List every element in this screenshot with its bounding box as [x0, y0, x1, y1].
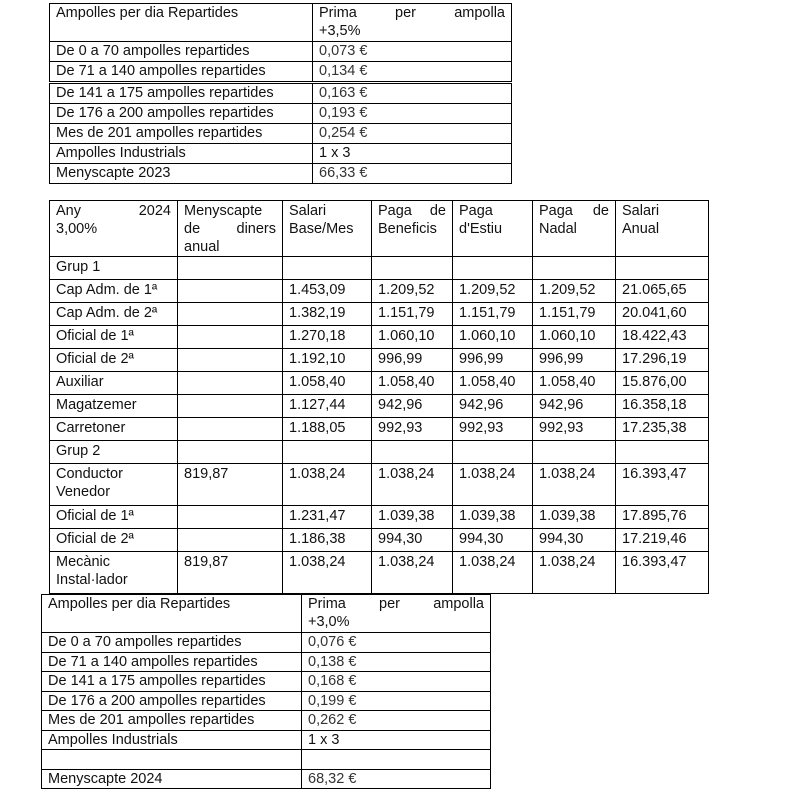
- menyscapte-cell: [178, 326, 283, 349]
- group-row: [50, 257, 709, 280]
- table-header-row: [50, 4, 512, 42]
- row-label: [42, 750, 302, 770]
- table-row: [42, 633, 491, 653]
- row-label: De 176 a 200 ampolles repartides: [50, 104, 313, 124]
- anual-cell: 16.393,47: [616, 464, 709, 506]
- nadal-cell: 996,99: [533, 349, 616, 372]
- row-value: 66,33 €: [313, 164, 512, 184]
- row-label: De 0 a 70 ampolles repartides: [50, 42, 313, 62]
- row-value: 0,254 €: [313, 124, 512, 144]
- empty-cell: [616, 441, 709, 464]
- anual-cell: 17.895,76: [616, 506, 709, 529]
- salari-base-cell: 1.192,10: [283, 349, 372, 372]
- salari-base-cell: 1.058,40: [283, 372, 372, 395]
- nadal-cell: 1.038,24: [533, 552, 616, 594]
- menyscapte-cell: [178, 280, 283, 303]
- salari-base-cell: 1.127,44: [283, 395, 372, 418]
- table-row: [50, 144, 512, 164]
- row-value: 1 x 3: [302, 730, 491, 750]
- table-row: [50, 395, 709, 418]
- menyscapte-cell: [178, 529, 283, 552]
- beneficis-cell: 1.039,38: [372, 506, 453, 529]
- row-value: 0,163 €: [313, 83, 512, 104]
- estiu-cell: 992,93: [453, 418, 533, 441]
- menyscapte-cell: [178, 506, 283, 529]
- anual-cell: 15.876,00: [616, 372, 709, 395]
- empty-cell: [453, 257, 533, 280]
- nadal-cell: 942,96: [533, 395, 616, 418]
- category-cell: [50, 464, 178, 506]
- estiu-cell: 994,30: [453, 529, 533, 552]
- header-menyscapte-line3: anual: [184, 239, 220, 255]
- menyscapte-cell: [178, 372, 283, 395]
- beneficis-cell: 1.151,79: [372, 303, 453, 326]
- header-salari-base: [283, 201, 372, 257]
- header-any-line1: Any 2024: [56, 203, 171, 219]
- anual-cell: 17.235,38: [616, 418, 709, 441]
- header-menyscapte-line1: Menyscapte: [184, 203, 263, 219]
- category-cell: Auxiliar: [50, 372, 178, 395]
- header-anual-line1: Salari: [622, 203, 660, 219]
- row-value: 0,168 €: [302, 672, 491, 692]
- category-cell: Oficial de 1ª: [50, 506, 178, 529]
- header-prima-line1: Prima per ampolla: [319, 5, 505, 21]
- table-row: [50, 104, 512, 124]
- row-value: 1 x 3: [313, 144, 512, 164]
- table-row: [50, 418, 709, 441]
- category-line: Mecànic: [56, 554, 110, 570]
- row-label: De 176 a 200 ampolles repartides: [42, 691, 302, 711]
- row-value: 0,193 €: [313, 104, 512, 124]
- header-beneficis-line1: Paga de: [378, 203, 446, 219]
- header-prima-line2: +3,5%: [319, 23, 361, 39]
- estiu-cell: 1.038,24: [453, 464, 533, 506]
- table-row: [42, 691, 491, 711]
- nadal-cell: 1.058,40: [533, 372, 616, 395]
- row-value: 0,073 €: [313, 42, 512, 62]
- menyscapte-cell: [178, 418, 283, 441]
- table-row: [50, 372, 709, 395]
- row-value: 0,076 €: [302, 633, 491, 653]
- header-estiu-line2: d'Estiu: [459, 221, 503, 237]
- table-row: [50, 506, 709, 529]
- table-row: [42, 672, 491, 692]
- empty-cell: [372, 441, 453, 464]
- header-paga-nadal: [533, 201, 616, 257]
- table-row: [50, 42, 512, 62]
- table-row: [50, 349, 709, 372]
- header-salari-anual: [616, 201, 709, 257]
- row-label: Menyscapte 2023: [50, 164, 313, 184]
- table-row: [50, 552, 709, 594]
- category-cell: Oficial de 2ª: [50, 529, 178, 552]
- beneficis-cell: 992,93: [372, 418, 453, 441]
- header-menyscapte: [178, 201, 283, 257]
- nadal-cell: 1.209,52: [533, 280, 616, 303]
- group-name: Grup 1: [50, 257, 178, 280]
- table-row: [42, 730, 491, 750]
- salari-base-cell: 1.231,47: [283, 506, 372, 529]
- header-ampolles-per-dia: Ampolles per dia Repartides: [42, 595, 302, 633]
- table-row: [50, 464, 709, 506]
- anual-cell: 18.422,43: [616, 326, 709, 349]
- menyscapte-cell: 819,87: [178, 464, 283, 506]
- estiu-cell: 1.039,38: [453, 506, 533, 529]
- anual-cell: 17.219,46: [616, 529, 709, 552]
- table-row: [50, 303, 709, 326]
- nadal-cell: 1.151,79: [533, 303, 616, 326]
- estiu-cell: 1.151,79: [453, 303, 533, 326]
- empty-cell: [283, 257, 372, 280]
- salari-base-cell: 1.038,24: [283, 552, 372, 594]
- salari-base-cell: 1.186,38: [283, 529, 372, 552]
- table-row: [42, 769, 491, 789]
- table-row: [42, 652, 491, 672]
- beneficis-cell: 1.060,10: [372, 326, 453, 349]
- header-nadal-line2: Nadal: [539, 221, 577, 237]
- table-row: [50, 529, 709, 552]
- salari-base-cell: 1.453,09: [283, 280, 372, 303]
- menyscapte-cell: [178, 349, 283, 372]
- header-estiu-line1: Paga: [459, 203, 493, 219]
- header-prima-line2: +3,0%: [308, 614, 350, 630]
- prima-per-ampolla-2023-table: [49, 3, 512, 184]
- row-value: [302, 750, 491, 770]
- category-line: Conductor: [56, 466, 123, 482]
- row-label: Ampolles Industrials: [42, 730, 302, 750]
- header-paga-beneficis: [372, 201, 453, 257]
- header-anual-line2: Anual: [622, 221, 660, 237]
- estiu-cell: 1.209,52: [453, 280, 533, 303]
- nadal-cell: 1.039,38: [533, 506, 616, 529]
- category-line: Instal·lador: [56, 572, 128, 588]
- anual-cell: 16.358,18: [616, 395, 709, 418]
- nadal-cell: 992,93: [533, 418, 616, 441]
- empty-cell: [283, 441, 372, 464]
- beneficis-cell: 942,96: [372, 395, 453, 418]
- beneficis-cell: 1.209,52: [372, 280, 453, 303]
- anual-cell: 20.041,60: [616, 303, 709, 326]
- category-cell: Oficial de 2ª: [50, 349, 178, 372]
- row-label: De 141 a 175 ampolles repartides: [50, 83, 313, 104]
- empty-cell: [178, 257, 283, 280]
- table-row: [50, 280, 709, 303]
- header-beneficis-line2: Beneficis: [378, 221, 437, 237]
- empty-cell: [178, 441, 283, 464]
- header-menyscapte-line2: de diners: [184, 221, 276, 237]
- menyscapte-cell: 819,87: [178, 552, 283, 594]
- estiu-cell: 1.058,40: [453, 372, 533, 395]
- estiu-cell: 1.060,10: [453, 326, 533, 349]
- nadal-cell: 1.038,24: [533, 464, 616, 506]
- table-row: [50, 83, 512, 104]
- row-label: Mes de 201 ampolles repartides: [50, 124, 313, 144]
- category-cell: Carretoner: [50, 418, 178, 441]
- header-prima-per-ampolla: [302, 595, 491, 633]
- header-salari-base-line2: Base/Mes: [289, 221, 354, 237]
- category-line: Venedor: [56, 484, 111, 500]
- menyscapte-cell: [178, 395, 283, 418]
- header-any: [50, 201, 178, 257]
- table-row: [50, 62, 512, 83]
- empty-cell: [533, 257, 616, 280]
- header-any-line2: 3,00%: [56, 221, 98, 237]
- header-prima-line1: Prima per ampolla: [308, 596, 484, 612]
- row-label: Mes de 201 ampolles repartides: [42, 711, 302, 731]
- empty-cell: [372, 257, 453, 280]
- salaris-2024-table: [49, 200, 709, 594]
- category-cell: Cap Adm. de 2ª: [50, 303, 178, 326]
- row-label: De 0 a 70 ampolles repartides: [42, 633, 302, 653]
- menyscapte-cell: [178, 303, 283, 326]
- table-row: [50, 326, 709, 349]
- estiu-cell: 942,96: [453, 395, 533, 418]
- nadal-cell: 994,30: [533, 529, 616, 552]
- beneficis-cell: 994,30: [372, 529, 453, 552]
- anual-cell: 21.065,65: [616, 280, 709, 303]
- header-ampolles-per-dia: Ampolles per dia Repartides: [50, 4, 313, 42]
- group-row: [50, 441, 709, 464]
- row-label: De 71 a 140 ampolles repartides: [50, 62, 313, 83]
- row-label: De 71 a 140 ampolles repartides: [42, 652, 302, 672]
- table-row: [50, 124, 512, 144]
- anual-cell: 16.393,47: [616, 552, 709, 594]
- empty-cell: [533, 441, 616, 464]
- category-cell: Cap Adm. de 1ª: [50, 280, 178, 303]
- table-row: [42, 711, 491, 731]
- salari-base-cell: 1.270,18: [283, 326, 372, 349]
- nadal-cell: 1.060,10: [533, 326, 616, 349]
- salaris-table-body: [50, 257, 709, 594]
- prima-per-ampolla-2024-table: [41, 594, 491, 789]
- estiu-cell: 1.038,24: [453, 552, 533, 594]
- category-cell: [50, 552, 178, 594]
- row-value: 0,262 €: [302, 711, 491, 731]
- table-row: [50, 164, 512, 184]
- table-header-row: [50, 201, 709, 257]
- beneficis-cell: 1.038,24: [372, 464, 453, 506]
- header-nadal-line1: Paga de: [539, 203, 609, 219]
- table-row-empty: [42, 750, 491, 770]
- header-prima-per-ampolla: [313, 4, 512, 42]
- empty-cell: [453, 441, 533, 464]
- category-cell: Oficial de 1ª: [50, 326, 178, 349]
- group-name: Grup 2: [50, 441, 178, 464]
- row-label: Ampolles Industrials: [50, 144, 313, 164]
- row-value: 0,199 €: [302, 691, 491, 711]
- row-label: De 141 a 175 ampolles repartides: [42, 672, 302, 692]
- salari-base-cell: 1.038,24: [283, 464, 372, 506]
- estiu-cell: 996,99: [453, 349, 533, 372]
- row-value: 0,138 €: [302, 652, 491, 672]
- salari-base-cell: 1.382,19: [283, 303, 372, 326]
- beneficis-cell: 1.058,40: [372, 372, 453, 395]
- row-value: 0,134 €: [313, 62, 512, 83]
- empty-cell: [616, 257, 709, 280]
- header-paga-estiu: [453, 201, 533, 257]
- anual-cell: 17.296,19: [616, 349, 709, 372]
- header-salari-base-line1: Salari: [289, 203, 327, 219]
- beneficis-cell: 996,99: [372, 349, 453, 372]
- row-label: Menyscapte 2024: [42, 769, 302, 789]
- salari-base-cell: 1.188,05: [283, 418, 372, 441]
- row-value: 68,32 €: [302, 769, 491, 789]
- category-cell: Magatzemer: [50, 395, 178, 418]
- beneficis-cell: 1.038,24: [372, 552, 453, 594]
- table-header-row: [42, 595, 491, 633]
